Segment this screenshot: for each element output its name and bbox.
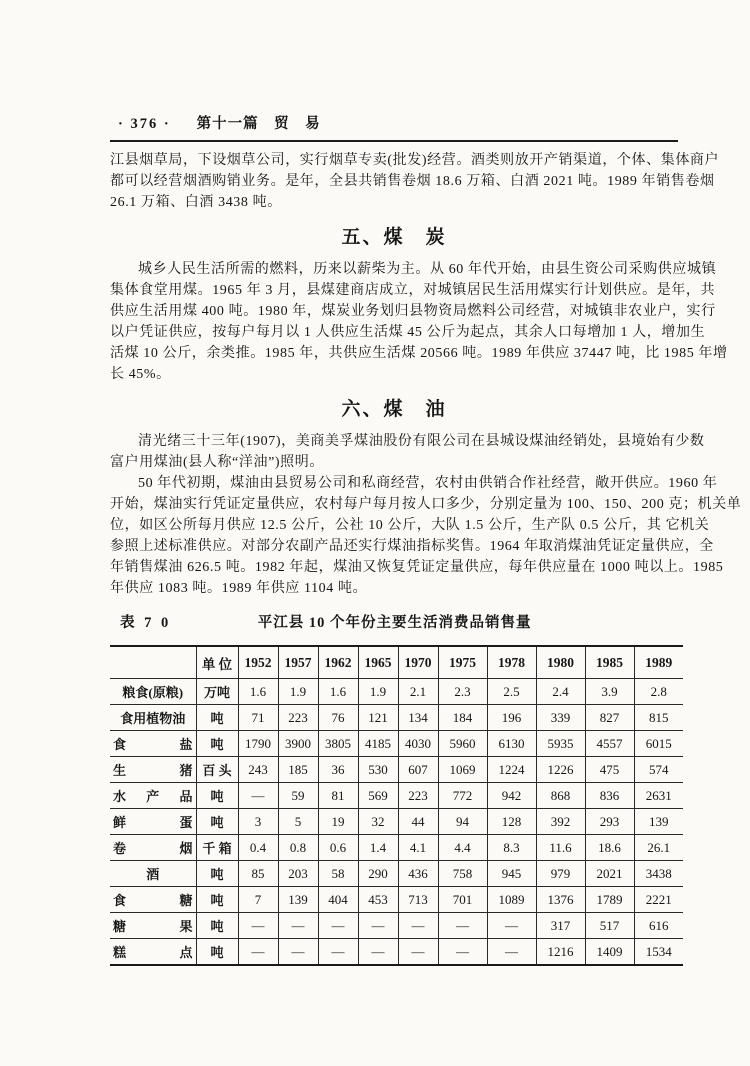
value-cell: — — [278, 913, 318, 939]
unit-cell: 吨 — [196, 861, 238, 887]
value-cell: 2.5 — [487, 679, 536, 705]
item-label-char: 糕 — [113, 945, 127, 960]
item-label-char: 食 — [113, 893, 127, 908]
value-cell: 2.3 — [438, 679, 487, 705]
value-cell: 44 — [398, 809, 438, 835]
value-cell: 574 — [634, 757, 683, 783]
table-number-label: 表 7 0 — [120, 615, 172, 631]
value-cell: — — [318, 939, 358, 966]
value-cell: 71 — [238, 705, 278, 731]
value-cell: 184 — [438, 705, 487, 731]
table-row — [110, 887, 683, 913]
value-cell: 290 — [358, 861, 398, 887]
value-cell: 4.1 — [398, 835, 438, 861]
value-cell: 1069 — [438, 757, 487, 783]
item-label-char: 盐 — [179, 737, 193, 752]
value-cell: — — [278, 939, 318, 966]
value-cell: 453 — [358, 887, 398, 913]
unit-cell: 吨 — [196, 913, 238, 939]
value-cell: 868 — [536, 783, 585, 809]
value-cell: 1.4 — [358, 835, 398, 861]
year-header-cell: 1965 — [358, 646, 398, 679]
value-cell: 7 — [238, 887, 278, 913]
value-cell: 196 — [487, 705, 536, 731]
unit-cell: 吨 — [196, 731, 238, 757]
value-cell: 475 — [585, 757, 634, 783]
table-header-row — [110, 646, 683, 679]
value-cell: 2021 — [585, 861, 634, 887]
value-cell: 8.3 — [487, 835, 536, 861]
unit-cell: 万吨 — [196, 679, 238, 705]
value-cell: 58 — [318, 861, 358, 887]
value-cell: — — [438, 939, 487, 966]
table-row — [110, 809, 683, 835]
value-cell: 36 — [318, 757, 358, 783]
value-cell: 530 — [358, 757, 398, 783]
text-line: 参照上述标准供应。对部分农副产品还实行煤油指标奖售。1964 年取消煤油凭证定量供应，全 — [110, 539, 714, 554]
year-header-cell: 1962 — [318, 646, 358, 679]
consumer-goods-sales-table — [110, 645, 683, 966]
table-row — [110, 913, 683, 939]
value-cell: 134 — [398, 705, 438, 731]
value-cell: 94 — [438, 809, 487, 835]
chapter-title: 第十一篇 贸 易 — [196, 116, 321, 132]
unit-cell: 吨 — [196, 887, 238, 913]
text-line: 都可以经营烟酒购销业务。是年，全县共销售卷烟 18.6 万箱、白酒 2021 吨。1989 年销售卷烟 — [110, 174, 715, 189]
value-cell: 185 — [278, 757, 318, 783]
text-line: 年销售煤油 626.5 吨。1982 年起，煤油又恢复凭证定量供应，每年供应量在 1000 吨以上。1985 — [110, 560, 724, 575]
value-cell: 827 — [585, 705, 634, 731]
text-line: 江县烟草局，下设烟草公司，实行烟草专卖(批发)经营。酒类则放开产销渠道，个体、集体商户 — [110, 153, 720, 168]
value-cell: 1.6 — [238, 679, 278, 705]
value-cell: 2.1 — [398, 679, 438, 705]
item-label-cell — [110, 835, 196, 861]
value-cell: 6015 — [634, 731, 683, 757]
paragraph-kerosene-history — [110, 431, 705, 473]
table-caption — [110, 613, 678, 633]
value-cell: 436 — [398, 861, 438, 887]
value-cell: 1790 — [238, 731, 278, 757]
text-line: 位，如区公所每月供应 12.5 公斤，公社 10 公斤，大队 1.5 公斤，生产队 0.5 公斤，其 它机关 — [110, 518, 710, 533]
value-cell: — — [398, 913, 438, 939]
value-cell: 0.4 — [238, 835, 278, 861]
paragraph-coal — [110, 259, 728, 385]
value-cell: 4.4 — [438, 835, 487, 861]
value-cell: 713 — [398, 887, 438, 913]
value-cell: — — [318, 913, 358, 939]
value-cell: 616 — [634, 913, 683, 939]
table-row — [110, 705, 683, 731]
value-cell: 4030 — [398, 731, 438, 757]
table-row — [110, 939, 683, 966]
value-cell: 4185 — [358, 731, 398, 757]
item-label-char: 卷 — [113, 841, 127, 856]
value-cell: 1224 — [487, 757, 536, 783]
value-cell: 18.6 — [585, 835, 634, 861]
value-cell: 815 — [634, 705, 683, 731]
value-cell: 3900 — [278, 731, 318, 757]
value-cell: 203 — [278, 861, 318, 887]
item-label-cell — [110, 757, 196, 783]
item-label-cell: 酒 — [110, 861, 196, 887]
text-line: 50 年代初期，煤油由县贸易公司和私商经营，农村由供销合作社经营，敞开供应。1960 年 — [138, 476, 718, 491]
item-label-char: 果 — [179, 919, 193, 934]
item-label-cell: 粮食(原粮) — [110, 679, 196, 705]
item-label-cell — [110, 783, 196, 809]
value-cell: 139 — [634, 809, 683, 835]
value-cell: 85 — [238, 861, 278, 887]
value-cell: 758 — [438, 861, 487, 887]
item-label-char: 产 — [146, 789, 160, 804]
item-label-cell — [110, 809, 196, 835]
value-cell: 223 — [278, 705, 318, 731]
value-cell: 701 — [438, 887, 487, 913]
value-cell: 2.4 — [536, 679, 585, 705]
text-line: 供应生活用煤 400 吨。1980 年，煤炭业务划归县物资局燃料公司经营，对城镇非农业户，实行 — [110, 304, 716, 319]
year-header-cell: 1980 — [536, 646, 585, 679]
corner-cell — [110, 646, 196, 679]
table-row — [110, 679, 683, 705]
value-cell: 32 — [358, 809, 398, 835]
running-header — [110, 112, 678, 133]
value-cell: 2221 — [634, 887, 683, 913]
value-cell: 317 — [536, 913, 585, 939]
unit-cell: 吨 — [196, 783, 238, 809]
value-cell: 5960 — [438, 731, 487, 757]
text-line: 集体食堂用煤。1965 年 3 月，县煤建商店成立，对城镇居民生活用煤实行计划供应。是年，共 — [110, 283, 716, 298]
year-header-cell: 1952 — [238, 646, 278, 679]
value-cell: — — [438, 913, 487, 939]
paragraph-tobacco-liquor — [110, 150, 720, 213]
table-row — [110, 757, 683, 783]
item-label-cell — [110, 887, 196, 913]
value-cell: 979 — [536, 861, 585, 887]
year-header-cell: 1957 — [278, 646, 318, 679]
value-cell: 392 — [536, 809, 585, 835]
item-label-char: 烟 — [179, 841, 193, 856]
value-cell: 3805 — [318, 731, 358, 757]
year-header-cell: 1975 — [438, 646, 487, 679]
value-cell: 223 — [398, 783, 438, 809]
value-cell: 1789 — [585, 887, 634, 913]
value-cell: 59 — [278, 783, 318, 809]
unit-cell: 吨 — [196, 705, 238, 731]
table-row — [110, 731, 683, 757]
item-label-char: 鲜 — [113, 815, 127, 830]
value-cell: 1216 — [536, 939, 585, 966]
value-cell: 11.6 — [536, 835, 585, 861]
value-cell: 942 — [487, 783, 536, 809]
paragraph-kerosene-supply — [110, 473, 742, 599]
value-cell: — — [238, 783, 278, 809]
item-label-cell — [110, 939, 196, 966]
unit-cell: 百 头 — [196, 757, 238, 783]
item-label-cell — [110, 731, 196, 757]
text-line: 长 45%。 — [110, 367, 171, 382]
value-cell: 0.8 — [278, 835, 318, 861]
item-label-char: 糖 — [113, 919, 127, 934]
section-heading-coal: 五、煤 炭 — [341, 227, 447, 248]
table-row — [110, 861, 683, 887]
item-label-char: 糖 — [179, 893, 193, 908]
value-cell: 4557 — [585, 731, 634, 757]
value-cell: — — [487, 939, 536, 966]
header-rule — [110, 140, 678, 142]
value-cell: — — [238, 913, 278, 939]
value-cell: 3.9 — [585, 679, 634, 705]
table-row — [110, 835, 683, 861]
value-cell: — — [487, 913, 536, 939]
value-cell: 517 — [585, 913, 634, 939]
section-heading-kerosene: 六、煤 油 — [341, 399, 447, 420]
value-cell: 243 — [238, 757, 278, 783]
value-cell: 836 — [585, 783, 634, 809]
value-cell: 26.1 — [634, 835, 683, 861]
value-cell: 121 — [358, 705, 398, 731]
value-cell: 76 — [318, 705, 358, 731]
item-label-char: 食 — [113, 737, 127, 752]
value-cell: 2631 — [634, 783, 683, 809]
value-cell: 5 — [278, 809, 318, 835]
text-line: 年供应 1083 吨。1989 年供应 1104 吨。 — [110, 581, 368, 596]
value-cell: 1409 — [585, 939, 634, 966]
value-cell: 1.9 — [358, 679, 398, 705]
item-label-cell — [110, 913, 196, 939]
value-cell: 3438 — [634, 861, 683, 887]
value-cell: 81 — [318, 783, 358, 809]
unit-cell: 吨 — [196, 939, 238, 966]
item-label-char: 点 — [179, 945, 193, 960]
text-line: 活煤 10 公斤，余类推。1985 年，共供应生活煤 20566 吨。1989 年供应 37447 吨，比 1985 年增 — [110, 346, 728, 361]
value-cell: — — [358, 939, 398, 966]
year-header-cell: 1978 — [487, 646, 536, 679]
item-label-char: 生 — [113, 763, 127, 778]
text-line: 清光绪三十三年(1907)，美商美孚煤油股份有限公司在县城设煤油经销处，县境始有少数 — [138, 434, 705, 449]
value-cell: 772 — [438, 783, 487, 809]
value-cell: — — [398, 939, 438, 966]
unit-cell: 吨 — [196, 809, 238, 835]
value-cell: 3 — [238, 809, 278, 835]
value-cell: 1534 — [634, 939, 683, 966]
unit-cell: 千 箱 — [196, 835, 238, 861]
value-cell: 139 — [278, 887, 318, 913]
text-line: 开始，煤油实行凭证定量供应，农村每户每月按人口多少，分别定量为 100、150、200 克；机关单 — [110, 497, 742, 512]
value-cell: 1089 — [487, 887, 536, 913]
value-cell: 1.6 — [318, 679, 358, 705]
value-cell: 1226 — [536, 757, 585, 783]
text-line: 以户凭证供应，按每户每月以 1 人供应生活煤 45 公斤为起点，其余人口每增加 1 人，增加生 — [110, 325, 706, 340]
text-line: 城乡人民生活所需的燃料，历来以薪柴为主。从 60 年代开始，由县生资公司采购供应城镇 — [138, 262, 717, 277]
value-cell: 569 — [358, 783, 398, 809]
value-cell: 404 — [318, 887, 358, 913]
item-label-char: 蛋 — [179, 815, 193, 830]
value-cell: 6130 — [487, 731, 536, 757]
year-header-cell: 1985 — [585, 646, 634, 679]
year-header-cell: 1970 — [398, 646, 438, 679]
page-number: · 376 · — [118, 116, 171, 132]
value-cell: 945 — [487, 861, 536, 887]
value-cell: 607 — [398, 757, 438, 783]
value-cell: 0.6 — [318, 835, 358, 861]
value-cell: 1376 — [536, 887, 585, 913]
value-cell: 128 — [487, 809, 536, 835]
value-cell: 2.8 — [634, 679, 683, 705]
value-cell: — — [238, 939, 278, 966]
value-cell: 339 — [536, 705, 585, 731]
value-cell: 293 — [585, 809, 634, 835]
table-title: 平江县 10 个年份主要生活消费品销售量 — [257, 615, 532, 631]
value-cell: 19 — [318, 809, 358, 835]
text-line: 富户用煤油(县人称“洋油”)照明。 — [110, 455, 324, 470]
value-cell: — — [358, 913, 398, 939]
text-line: 26.1 万箱、白酒 3438 吨。 — [110, 195, 282, 210]
value-cell: 5935 — [536, 731, 585, 757]
table-row — [110, 783, 683, 809]
item-label-char: 水 — [113, 789, 127, 804]
item-label-char: 猪 — [179, 763, 193, 778]
value-cell: 1.9 — [278, 679, 318, 705]
year-header-cell: 1989 — [634, 646, 683, 679]
item-label-cell: 食用植物油 — [110, 705, 196, 731]
item-label-char: 品 — [179, 789, 193, 804]
unit-header-cell: 单 位 — [196, 646, 238, 679]
